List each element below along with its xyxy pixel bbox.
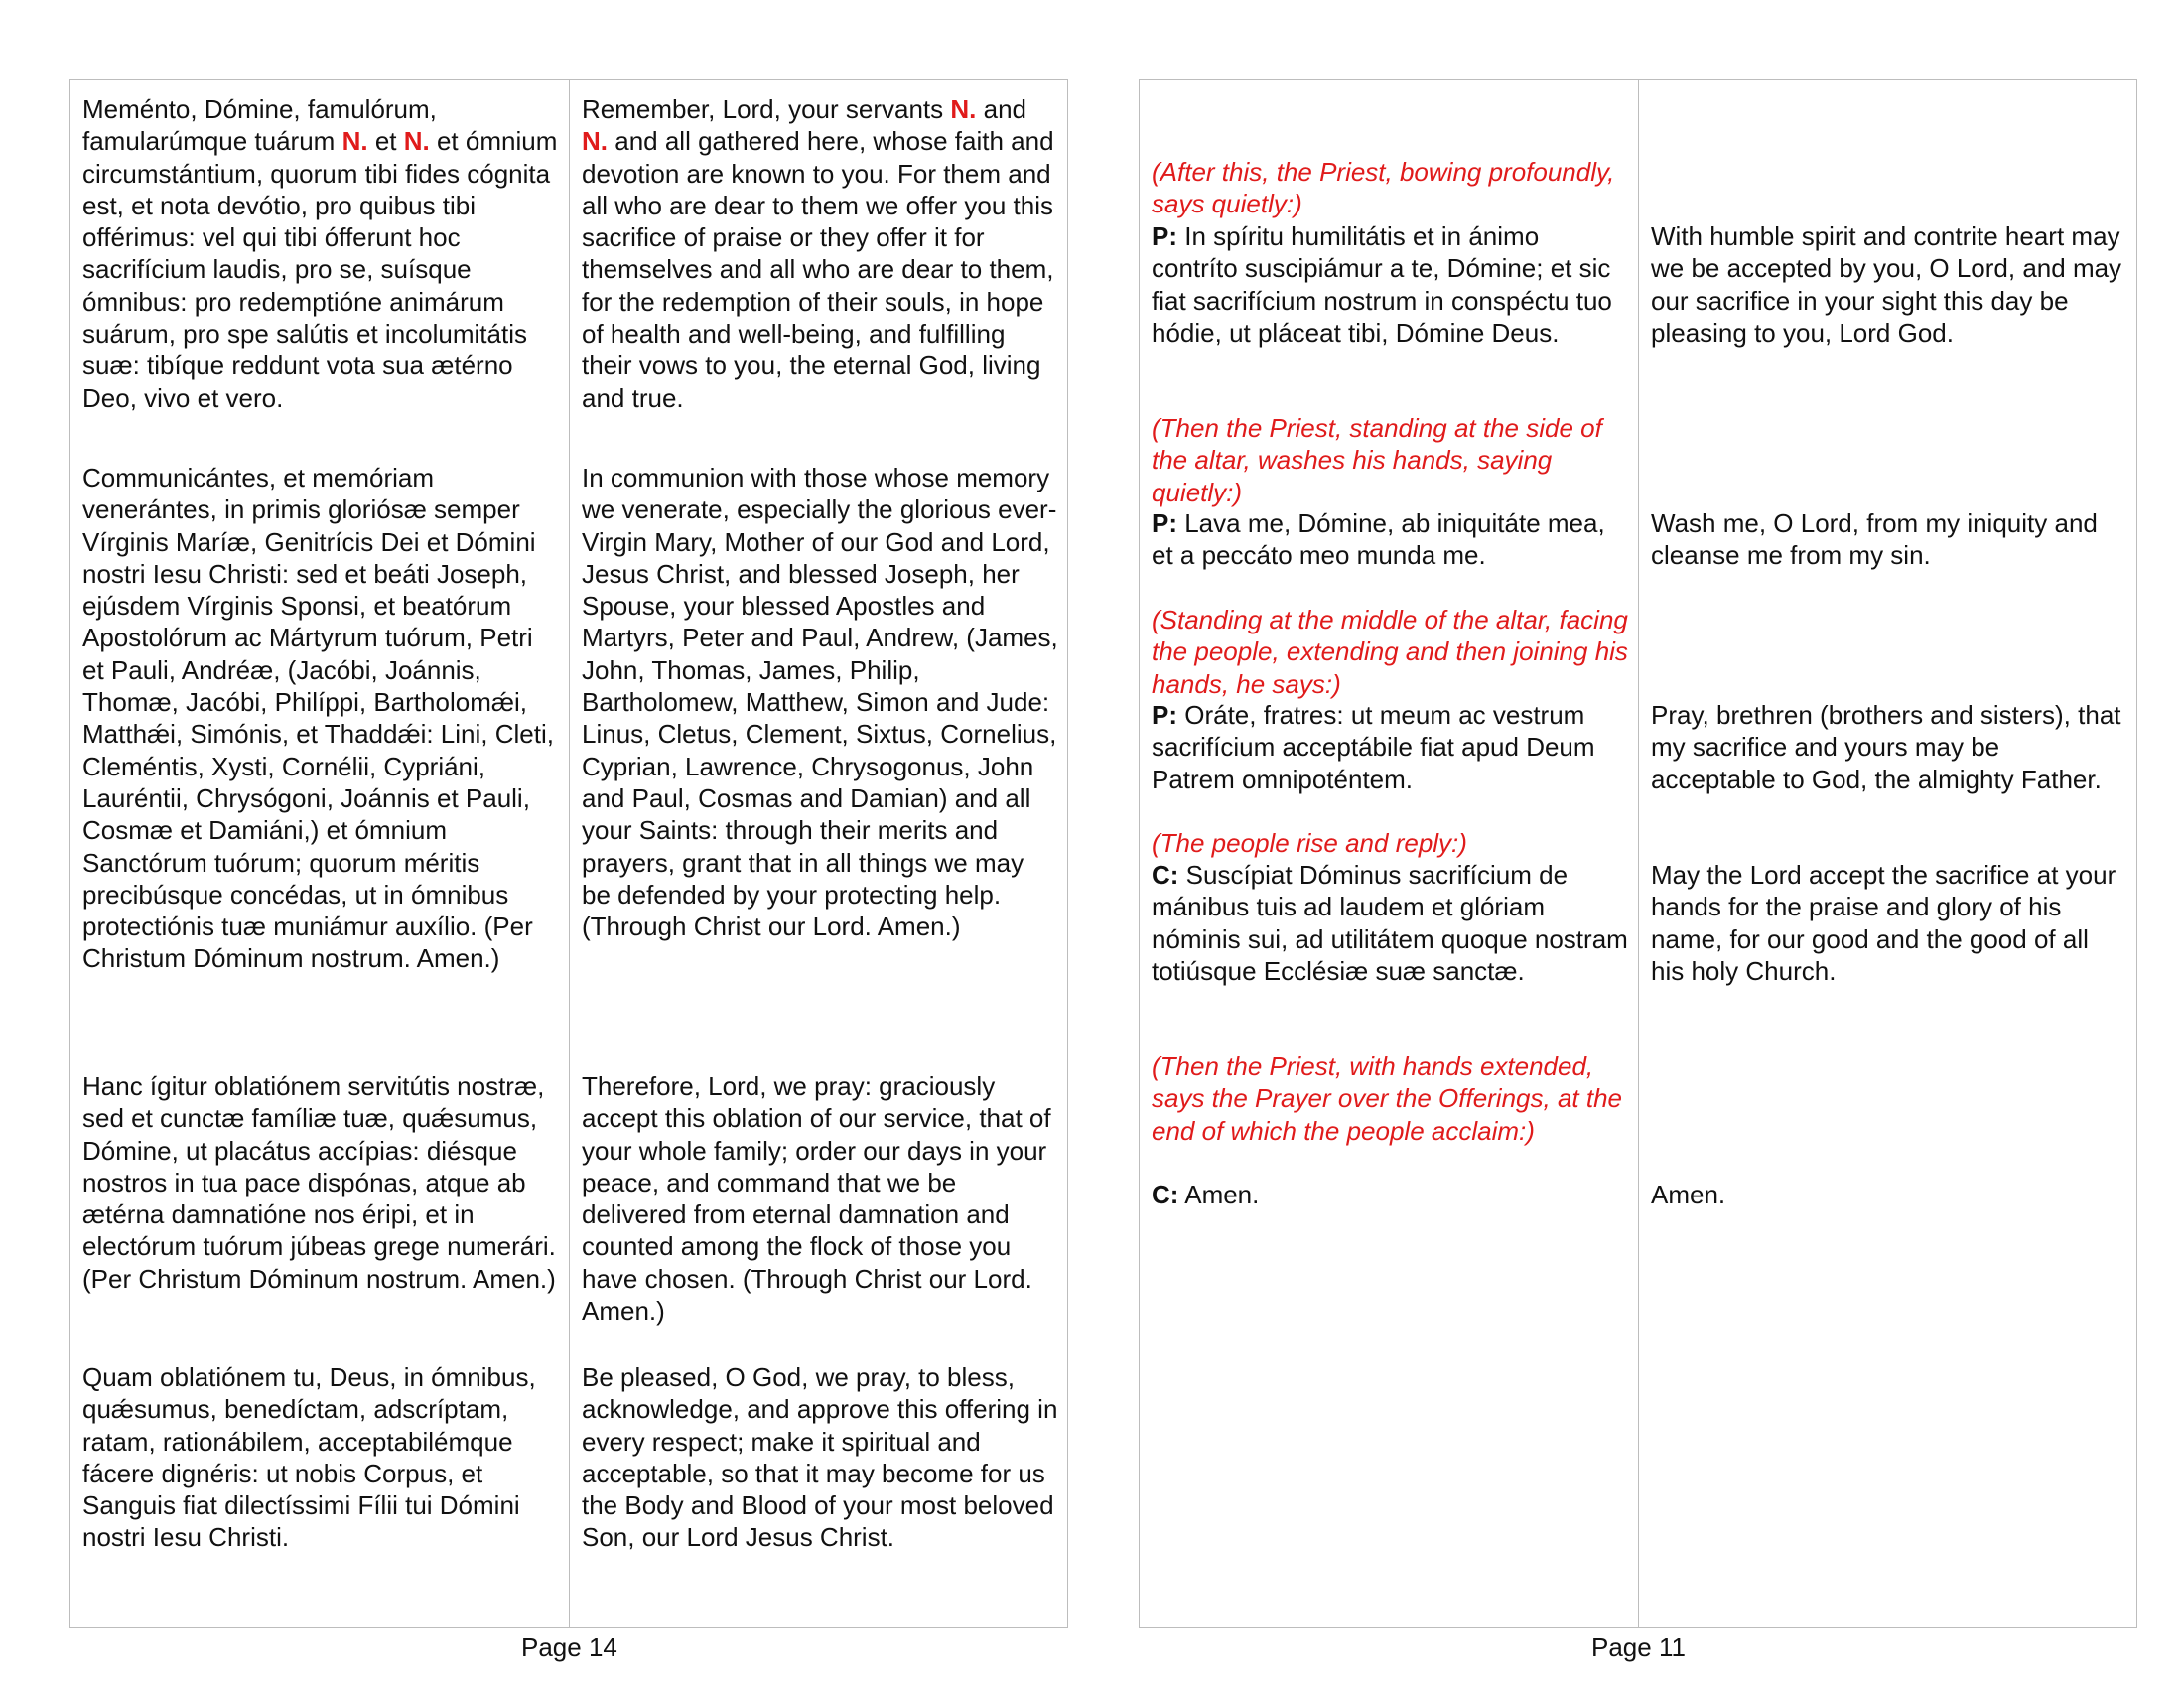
rubric-washes-hands: (Then the Priest, standing at the side of the altar, washes his hands, saying quietly:)	[1152, 413, 1602, 507]
rubric-after-this: (After this, the Priest, bowing profoundly, says quietly:)	[1152, 157, 1615, 219]
english-column-right	[1638, 80, 2136, 1627]
be-pleased-paragraph: Be pleased, O God, we pray, to bless, acknowledge, and approve this offering in every respect; make it spiritual and acceptable, so that it may become for us the Body and Blood of your most beloved Son, our Lord Jesus Christ.	[582, 1362, 1058, 1553]
latin-column-right	[1140, 80, 1638, 1627]
rubric-prayer-over-offerings: (Then the Priest, with hands extended, says the Prayer over the Offerings, at the end of which the people acclaim:)	[1152, 1052, 1623, 1146]
page-number-right: Page 11	[1591, 1632, 1686, 1662]
communicantes-paragraph: Communicántes, et memóriam venerántes, in primis gloriósæ semper Vírginis Maríæ, Genitrícis Dei et Dómini nostri Iesu Christi: sed et beáti Joseph, ejúsdem Vírginis Sponsi, et beatórum Apostolórum ac Mártyrum tuórum, Petri et Pauli, Andréæ, (Jacóbi, Joánnis, Thomæ, Jacóbi, Philíppi, Bartholomǽi, Matthǽi, Simónis, et Thaddǽi: Lini, Cleti, Cleméntis, Xysti, Cornélii, Cypriáni, Lauréntii, Chrysógoni, Joánnis et Pauli, Cosmæ et Damiáni,) et ómnium Sanctórum tuórum; quorum méritis precibúsque concédas, ut in ómnibus protectiónis tuæ muniámur auxílio. (Per Christum Dóminum nostrum. Amen.)	[82, 463, 554, 974]
amen-response: Amen.	[1651, 1180, 1726, 1209]
priest-lava-me: P: Lava me, Dómine, ab iniquitáte mea, et a peccáto meo munda me.	[1152, 508, 1605, 571]
therefore-paragraph: Therefore, Lord, we pray: graciously accept this oblation of our service, that of your whole family; order our days in your peace, and command that we be delivered from eternal damnation and counted among the flock of those you have chosen. (Through Christ our Lord. Amen.)	[582, 1071, 1051, 1327]
may-the-lord-paragraph: May the Lord accept the sacrifice at your hands for the praise and glory of his name, for our good and the good of all his holy Church.	[1651, 860, 2116, 986]
remember-paragraph: Remember, Lord, your servants N. and N. and all gathered here, whose faith and devotion are known to you. For them and all who are dear to them we offer you this sacrifice of praise or they offer it for themselves and all who are dear to them, for the redemption of their souls, in hope of health and well-being, and fulfilling their vows to you, the eternal God, living and true.	[582, 94, 1054, 413]
humble-spirit-paragraph: With humble spirit and contrite heart may we be accepted by you, O Lord, and may our sacrifice in your sight this day be pleasing to you, Lord God.	[1651, 221, 2122, 348]
priest-humility-prayer: P: In spíritu humilitátis et in ánimo contríto suscipiámur a te, Dómine; et sic fiat sacrifícium nostrum in conspéctu tuo hódie, ut pláceat tibi, Dómine Deus.	[1152, 221, 1612, 348]
name-placeholder: N.	[403, 126, 430, 157]
latin-column-left	[70, 80, 569, 1627]
name-placeholder: N.	[341, 126, 368, 157]
wash-me-paragraph: Wash me, O Lord, from my iniquity and cleanse me from my sin.	[1651, 508, 2098, 571]
name-placeholder: N.	[950, 94, 977, 124]
rubric-people-rise: (The people rise and reply:)	[1152, 828, 1467, 858]
congregation-suscipiat: C: Suscípiat Dóminus sacrifícium de mánibus tuis ad laudem et glóriam nóminis sui, ad utilitátem quoque nostram totiúsque Ecclésiæ suæ sanctæ.	[1152, 860, 1628, 986]
left-page	[69, 79, 1068, 1628]
name-placeholder: N.	[582, 126, 608, 157]
communion-paragraph: In communion with those whose memory we venerate, especially the glorious ever-Virgin Mary, Mother of our God and Lord, Jesus Christ, and blessed Joseph, her Spouse, your blessed Apostles and Martyrs, Peter and Paul, Andrew, (James, John, Thomas, James, Philip, Bartholomew, Matthew, Simon and Jude: Linus, Cletus, Clement, Sixtus, Cornelius, Cyprian, Lawrence, Chrysogonus, John and Paul, Cosmas and Damian) and all your Saints: through their merits and prayers, grant that in all things we may be defended by your protecting help. (Through Christ our Lord. Amen.)	[582, 463, 1058, 942]
page-number-left: Page 14	[521, 1632, 617, 1662]
pray-brethren-paragraph: Pray, brethren (brothers and sisters), that my sacrifice and yours may be acceptable to God, the almighty Father.	[1651, 700, 2121, 794]
hanc-igitur-paragraph: Hanc ígitur oblatiónem servitútis nostræ, sed et cunctæ famíliæ tuæ, quǽsumus, Dómine, ut placátus accípias: diésque nostros in tua pace dispónas, atque ab ætérna damnatióne nos éripi, et in electórum tuórum júbeas grege numerári. (Per Christum Dóminum nostrum. Amen.)	[82, 1071, 556, 1294]
right-page	[1139, 79, 2137, 1628]
memento-paragraph: Meménto, Dómine, famulórum, famularúmque tuárum N. et N. et ómnium circumstántium, quorum tibi fides cógnita est, et nota devótio, pro quibus tibi offérimus: vel qui tibi ófferunt hoc sacrifícium laudis, pro se, suísque ómnibus: pro redemptióne animárum suárum, pro spe salútis et incolumitátis suæ: tibíque reddunt vota sua ætérno Deo, vivo et vero.	[82, 94, 558, 413]
priest-orate-fratres: P: Oráte, fratres: ut meum ac vestrum sacrifícium acceptábile fiat apud Deum Patrem omnipoténtem.	[1152, 700, 1595, 794]
english-column-left	[569, 80, 1067, 1627]
congregation-amen: C: Amen.	[1152, 1180, 1260, 1209]
rubric-middle-altar: (Standing at the middle of the altar, facing the people, extending and then joining his hands, he says:)	[1152, 605, 1628, 699]
quam-oblationem-paragraph: Quam oblatiónem tu, Deus, in ómnibus, quǽsumus, benedíctam, adscríptam, ratam, rationábilem, acceptabilémque fácere dignéris: ut nobis Corpus, et Sanguis fiat dilectíssimi Fílii tui Dómini nostri Iesu Christi.	[82, 1362, 536, 1553]
